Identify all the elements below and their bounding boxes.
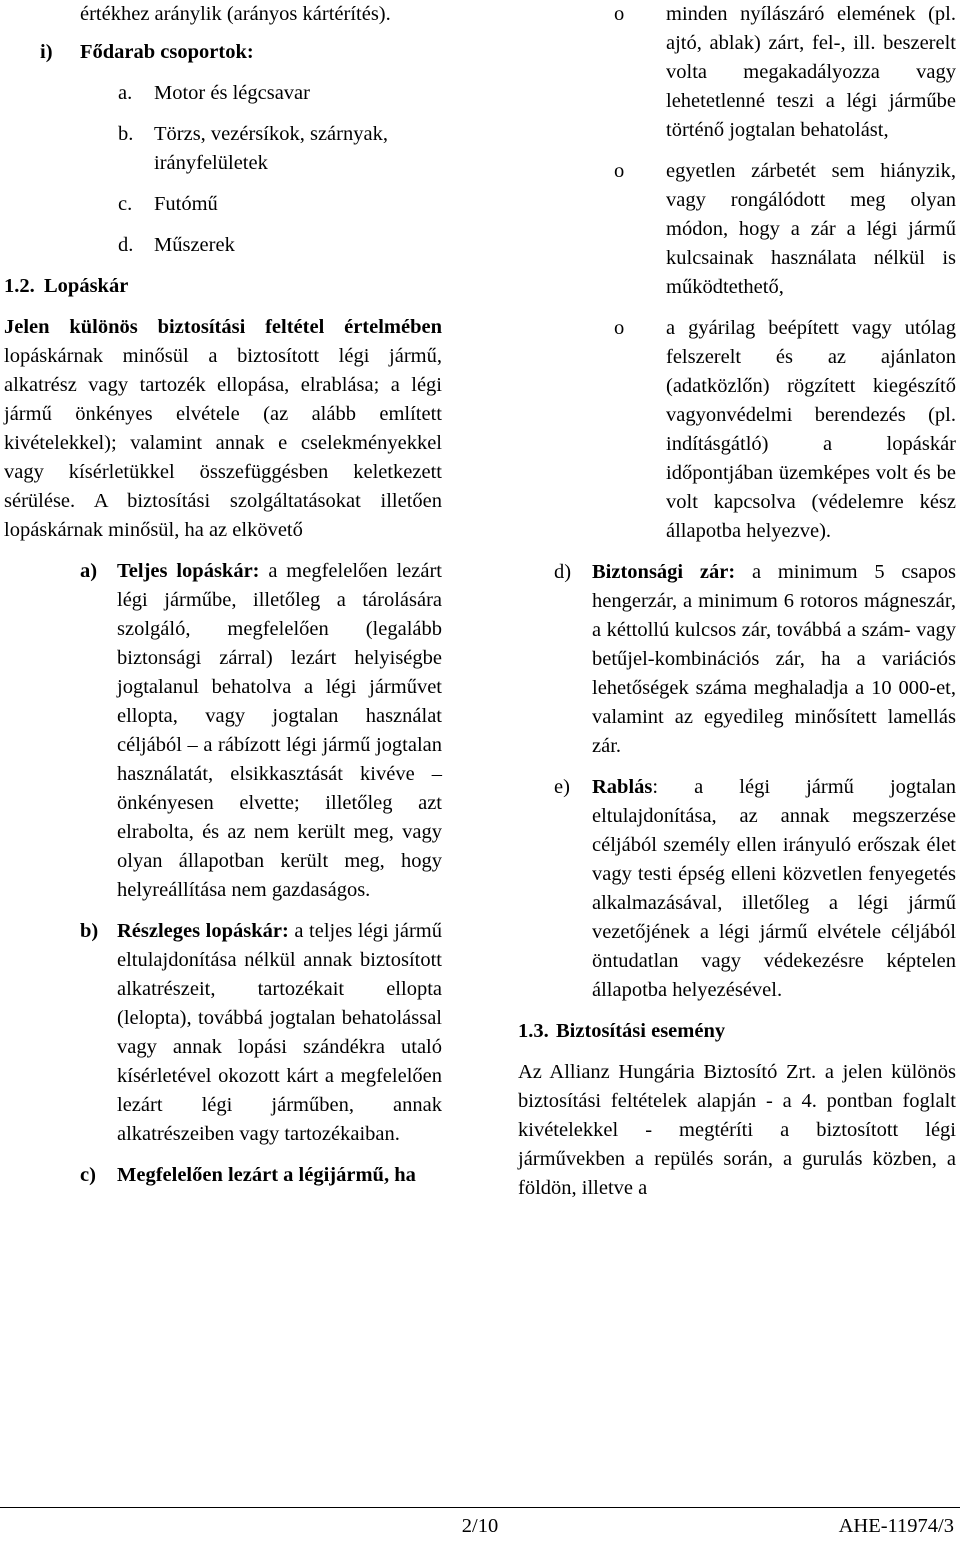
bullet-text: egyetlen zárbetét sem hiányzik, vagy rongálódott meg olyan módon, hogy a zár a légi jármű kulcsainak használata nélkül is működtethető,	[666, 160, 956, 298]
document-id: AHE-11974/3	[838, 1515, 954, 1537]
group-item-d	[4, 231, 442, 260]
list-text: Törzs, vezérsíkok, szárnyak, irányfelületek	[154, 123, 388, 174]
list-text: Futómű	[154, 193, 218, 215]
item-label: b)	[80, 920, 99, 942]
list-text: Műszerek	[154, 234, 235, 256]
item-a-teljes-lopaskar	[4, 557, 442, 905]
item-term: Megfelelően lezárt a légijármű, ha	[117, 1164, 416, 1186]
lopaskar-paragraph	[4, 313, 442, 545]
item-label: c)	[80, 1164, 96, 1186]
bullet-2	[518, 157, 956, 302]
group-item-a	[4, 79, 442, 108]
biztositasi-esemeny-paragraph: Az Allianz Hungária Biztosító Zrt. a jelen különös biztosítási feltételek alapján - a 4. pontban foglalt kivételekkel - megtéríti a biztosított légi járművekben a repülés során, a gurulás közben, a földön, illetve a	[518, 1061, 956, 1199]
group-heading	[4, 38, 442, 67]
footer-rule	[0, 1507, 960, 1508]
group-item-c	[4, 190, 442, 219]
list-label: c.	[118, 193, 133, 215]
item-e-rablas	[518, 773, 956, 1005]
item-b-reszleges-lopaskar	[4, 917, 442, 1149]
bullet-3	[518, 314, 956, 546]
item-term: Részleges lopáskár:	[117, 920, 289, 942]
bullet-mark: o	[614, 160, 625, 182]
item-label: e)	[554, 776, 570, 798]
item-label: a)	[80, 560, 98, 582]
list-text: Motor és légcsavar	[154, 82, 310, 104]
item-text: : a légi jármű jogtalan eltulajdonítása, az annak megszerzése céljából személy ellen irányuló erőszak élet vagy testi épség elleni közvetlen fenyegetés alkalmazásával, illetőleg a légi jármű vezetőjének a légi jármű elvétele céljából öntudatlan vagy védekezésre képtelen állapotba helyezésével.	[592, 776, 956, 1001]
page-number: 2/10	[461, 1515, 499, 1537]
list-label: d.	[118, 234, 134, 256]
left-column	[4, 0, 442, 1190]
item-text: a teljes légi jármű eltulajdonítása nélkül annak biztosított alkatrészeit, tartozékait ellopta (lelopta), továbbá jogtalan behatolással vagy annak lopási szándékra utaló kísérletével okozott kárt a megfelelően lezárt légi járműben, annak alkatrészeiben vagy tartozékaiban.	[117, 920, 442, 1145]
intro-tail: értékhez aránylik (arányos kártérítés).	[80, 3, 391, 25]
section-number: 1.3.	[518, 1020, 549, 1042]
bullet-mark: o	[614, 3, 625, 25]
item-term: Biztonsági zár:	[592, 561, 736, 583]
group-label: i)	[40, 41, 53, 63]
paragraph-lead: Jelen különös biztosítási feltétel értelmében	[4, 316, 442, 338]
list-label: b.	[118, 123, 134, 145]
section-heading-1-3	[518, 1017, 956, 1046]
paragraph-body: lopáskárnak minősül a biztosított légi jármű, alkatrész vagy tartozék ellopása, elrablása; a légi jármű önkényes elvétele (az alább említett kivételekkel); valamint annak e cselekményekkel vagy kísérletükkel összefüggésben keletkezett sérülése. A biztosítási szolgáltatásokat illetően lopáskárnak minősül, ha az elkövető	[4, 345, 442, 541]
section-title: Biztosítási esemény	[556, 1020, 726, 1042]
item-label: d)	[554, 561, 572, 583]
right-column	[518, 0, 956, 1203]
group-item-b	[4, 120, 442, 178]
bullet-mark: o	[614, 317, 625, 339]
item-text: a megfelelően lezárt légi járműbe, illetőleg a tárolására szolgáló, megfelelően (legalább biztonsági zárral) lezárt helyiségbe jogtalanul behatolva a légi járművet ellopta, vagy jogtalan használat céljából – a rábízott légi jármű jogtalan használatát, elsikkasztását kivéve – önkényesen elvette; illetőleg azt elrabolta, és az nem került meg, vagy olyan állapotban került meg, hogy helyreállítása nem gazdaságos.	[117, 560, 442, 901]
bullet-1	[518, 0, 956, 145]
section-heading-1-2	[4, 272, 442, 301]
section-number: 1.2.	[4, 275, 35, 297]
bullet-text: minden nyílászáró elemének (pl. ajtó, ablak) zárt, fel-, ill. beszerelt volta megakadályozza vagy lehetetlenné teszi a légi járműbe történő jogtalan behatolást,	[666, 3, 956, 141]
item-text: a minimum 5 csapos hengerzár, a minimum 6 rotoros mágneszár, a kéttollú kulcsos zár, továbbá a szám- vagy betűjel-kombinációs zár, ha a variációs lehetőségek száma meghaladja a 10 000-et, valamint az egyedileg minősített lamellás zár.	[592, 561, 956, 757]
section-title: Lopáskár	[44, 275, 129, 297]
item-d-biztonsagi-zar	[518, 558, 956, 761]
item-term: Teljes lopáskár:	[117, 560, 260, 582]
group-title: Fődarab csoportok:	[80, 41, 254, 63]
list-label: a.	[118, 82, 133, 104]
item-term: Rablás	[592, 776, 653, 798]
bullet-text: a gyárilag beépített vagy utólag felszerelt és az ajánlaton (adatközlőn) rögzített kiegészítő vagyonvédelmi berendezés (pl. indításgátló) a lopáskár időpontjában üzemképes volt és be volt kapcsolva (védelemre kész állapotba helyezve).	[666, 317, 956, 542]
item-c-megfeleloen-lezart	[4, 1161, 442, 1190]
